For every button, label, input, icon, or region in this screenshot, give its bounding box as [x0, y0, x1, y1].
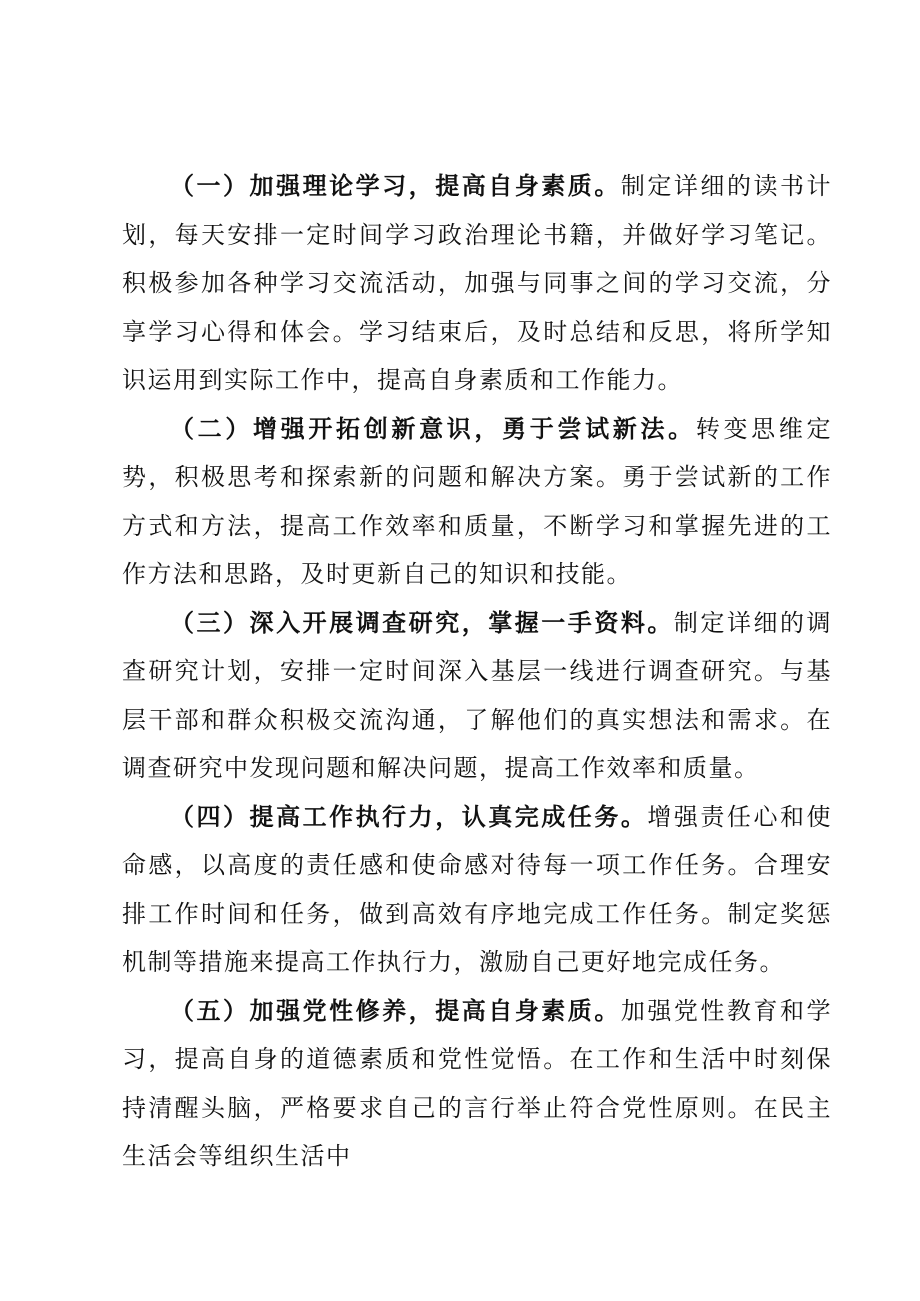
paragraph-5-heading: （五）加强党性修养，提高自身素质。 — [170, 995, 621, 1025]
paragraph-2-heading: （二）增强开拓创新意识，勇于尝试新法。 — [170, 413, 696, 443]
paragraph-4-heading: （四）提高工作执行力，认真完成任务。 — [170, 801, 648, 831]
paragraph-3 — [122, 599, 832, 793]
paragraph-2 — [122, 405, 832, 599]
paragraph-4-text: 增强责任心和使命感，以高度的责任感和使命感对待每一项工作任务。合理安排工作时间和任务，做到高效有序地完成工作任务。制定奖惩机制等措施来提高工作执行力，激励自己更好地完成任务。 — [122, 802, 832, 976]
paragraph-1-heading: （一）加强理论学习，提高自身素质。 — [170, 171, 621, 200]
paragraph-4 — [122, 793, 832, 987]
paragraph-1-text: 制定详细的读书计划，每天安排一定时间学习政治理论书籍，并做好学习笔记。积极参加各种学习交流活动，加强与同事之间的学习交流，分享学习心得和体会。学习结束后，及时总结和反思，将所学知识运用到实际工作中，提高自身素质和工作能力。 — [122, 172, 833, 394]
document-body — [122, 162, 832, 1181]
paragraph-3-heading: （三）深入开展调查研究，掌握一手资料。 — [170, 607, 674, 637]
paragraph-3-text: 制定详细的调查研究计划，安排一定时间深入基层一线进行调查研究。与基层干部和群众积极交流沟通，了解他们的真实想法和需求。在调查研究中发现问题和解决问题，提高工作效率和质量。 — [122, 608, 833, 782]
paragraph-1 — [122, 162, 832, 405]
paragraph-5 — [122, 987, 832, 1181]
paragraph-5-text: 加强党性教育和学习，提高自身的道德素质和党性觉悟。在工作和生活中时刻保持清醒头脑，严格要求自己的言行举止符合党性原则。在民主生活会等组织生活中 — [122, 996, 833, 1170]
paragraph-2-text: 转变思维定势，积极思考和探索新的问题和解决方案。勇于尝试新的工作方式和方法，提高工作效率和质量，不断学习和掌握先进的工作方法和思路，及时更新自己的知识和技能。 — [122, 414, 833, 588]
